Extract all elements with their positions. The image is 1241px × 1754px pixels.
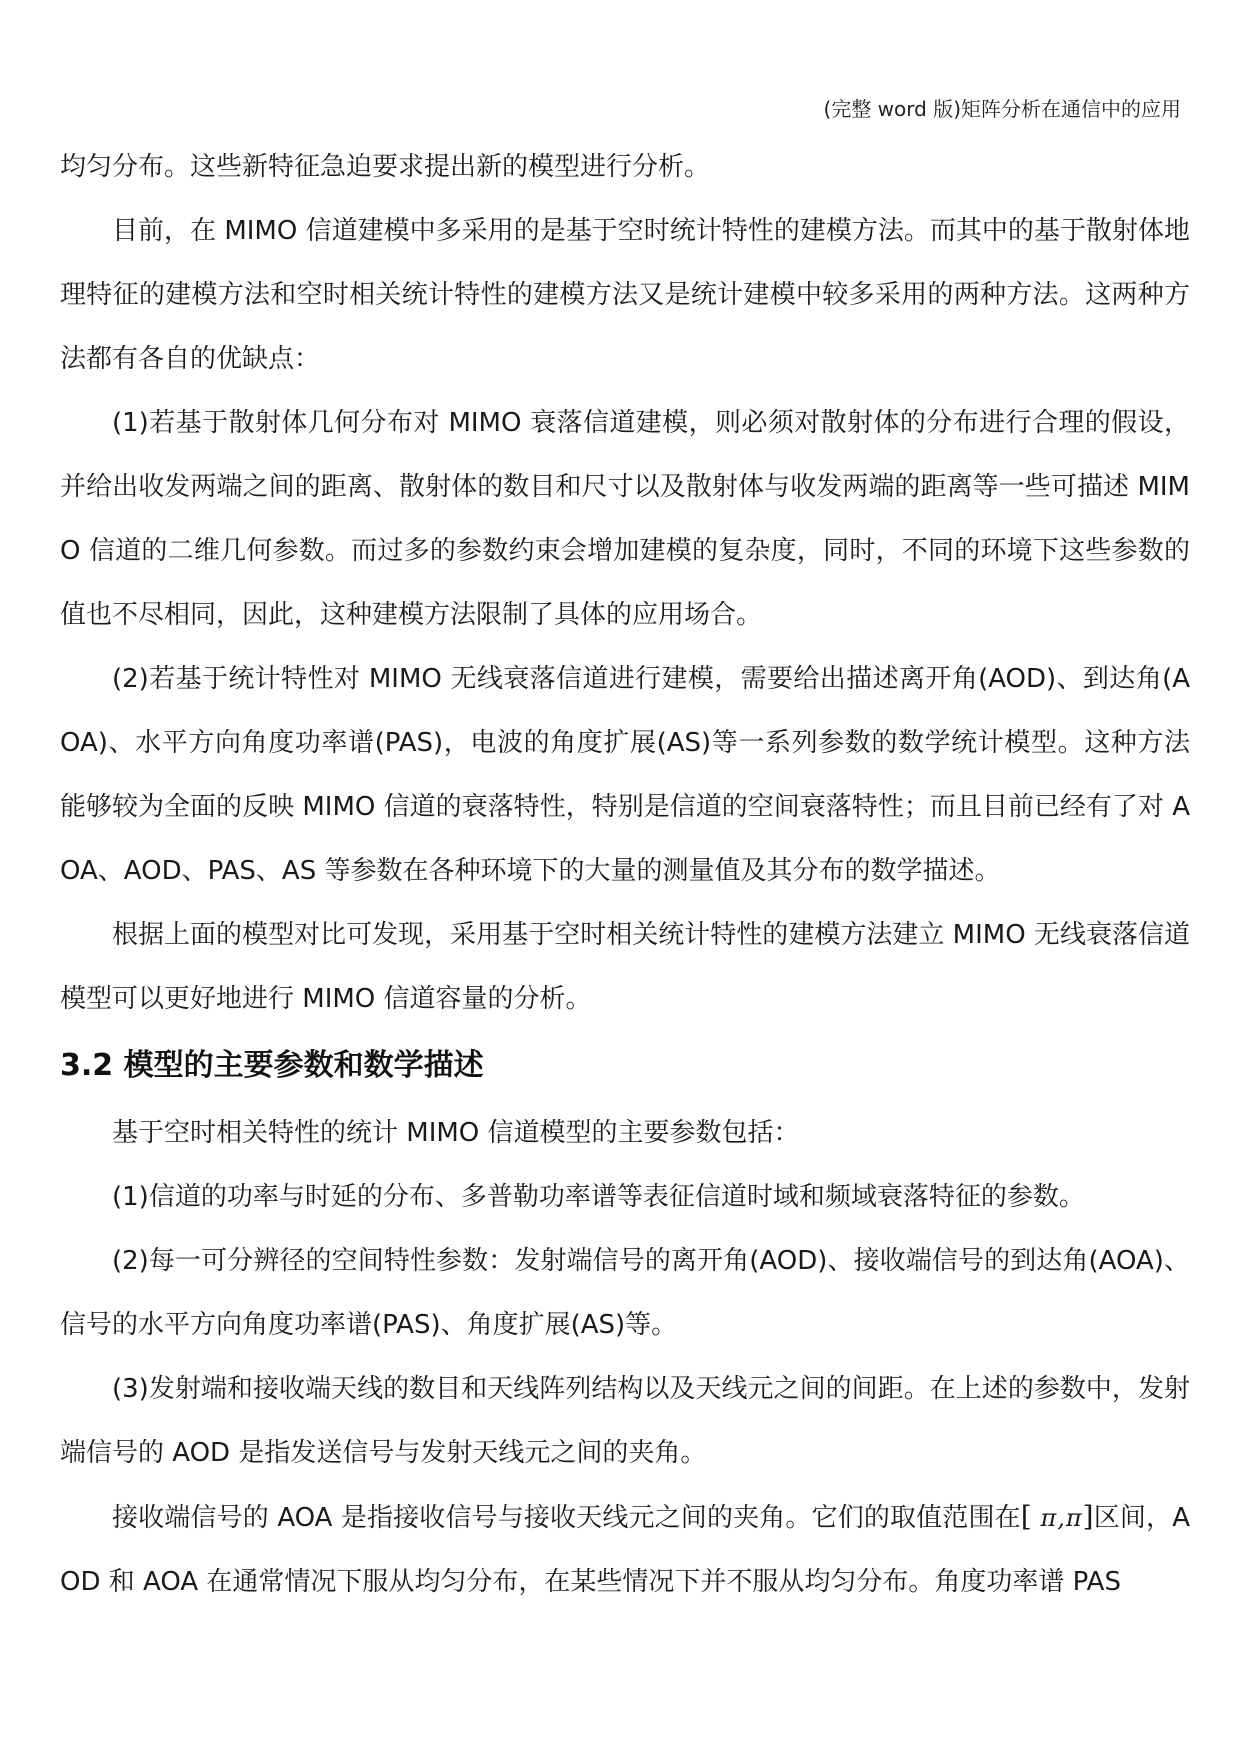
paragraph-aoa-definition bbox=[60, 1485, 1190, 1614]
paragraph-geometric-model: (1)若基于散射体几何分布对 MIMO 衰落信道建模，则必须对散射体的分布进行合理的假设，并给出收发两端之间的距离、散射体的数目和尺寸以及散射体与收发两端的距离等一些可描述 MIMO 信道的二维几何参数。而过多的参数约束会增加建模的复杂度，同时，不同的环境下这些参数的值也不尽相同，因此，这种建模方法限制了具体的应用场合。 bbox=[60, 408, 1190, 630]
interval-open-bracket: [ bbox=[1020, 1500, 1032, 1533]
paragraph-continuation: 均匀分布。这些新特征急迫要求提出新的模型进行分析。 bbox=[60, 152, 711, 182]
aoa-text-before: 接收端信号的 AOA 是指接收信号与接收天线元之间的夹角。它们的取值范围在 bbox=[112, 1503, 1021, 1533]
paragraph-main-parameters-intro: 基于空时相关特性的统计 MIMO 信道模型的主要参数包括： bbox=[112, 1118, 800, 1148]
paragraph-parameter-2: (2)每一可分辨径的空间特性参数：发射端信号的离开角(AOD)、接收端信号的到达角(AOA)、信号的水平方向角度功率谱(PAS)、角度扩展(AS)等。 bbox=[60, 1246, 1190, 1340]
aoa-text-after: 区间，AOD 和 AOA 在通常情况下服从均匀分布，在某些情况下并不服从均匀分布。角度功率谱 PAS bbox=[60, 1503, 1190, 1597]
paragraph-parameter-3: (3)发射端和接收端天线的数目和天线阵列结构以及天线元之间的间距。在上述的参数中，发射端信号的 AOD 是指发送信号与发射天线元之间的夹角。 bbox=[60, 1374, 1190, 1468]
document-body bbox=[60, 135, 1190, 1614]
paragraph-modeling-methods: 目前，在 MIMO 信道建模中多采用的是基于空时统计特性的建模方法。而其中的基于散射体地理特征的建模方法和空时相关统计特性的建模方法又是统计建模中较多采用的两种方法。这两种方法都有各自的优缺点： bbox=[60, 216, 1190, 374]
paragraph-parameter-1: (1)信道的功率与时延的分布、多普勒功率谱等表征信道时域和频域衰落特征的参数。 bbox=[112, 1182, 1085, 1212]
running-header: (完整 word 版)矩阵分析在通信中的应用 bbox=[823, 97, 1181, 121]
paragraph-statistical-model: (2)若基于统计特性对 MIMO 无线衰落信道进行建模，需要给出描述离开角(AOD)、到达角(AOA)、水平方向角度功率谱(PAS)，电波的角度扩展(AS)等一系列参数的数学统计模型。这种方法能够较为全面的反映 MIMO 信道的衰落特性，特别是信道的空间衰落特性；而且目前已经有了对 AOA、AOD、PAS、AS 等参数在各种环境下的大量的测量值及其分布的数学描述。 bbox=[60, 664, 1190, 886]
paragraph-comparison-conclusion: 根据上面的模型对比可发现，采用基于空时相关统计特性的建模方法建立 MIMO 无线衰落信道模型可以更好地进行 MIMO 信道容量的分析。 bbox=[60, 920, 1190, 1014]
section-heading: 3.2 模型的主要参数和数学描述 bbox=[60, 1048, 484, 1083]
interval-close-bracket: ] bbox=[1082, 1500, 1094, 1533]
interval-math: π,π bbox=[1031, 1504, 1083, 1532]
